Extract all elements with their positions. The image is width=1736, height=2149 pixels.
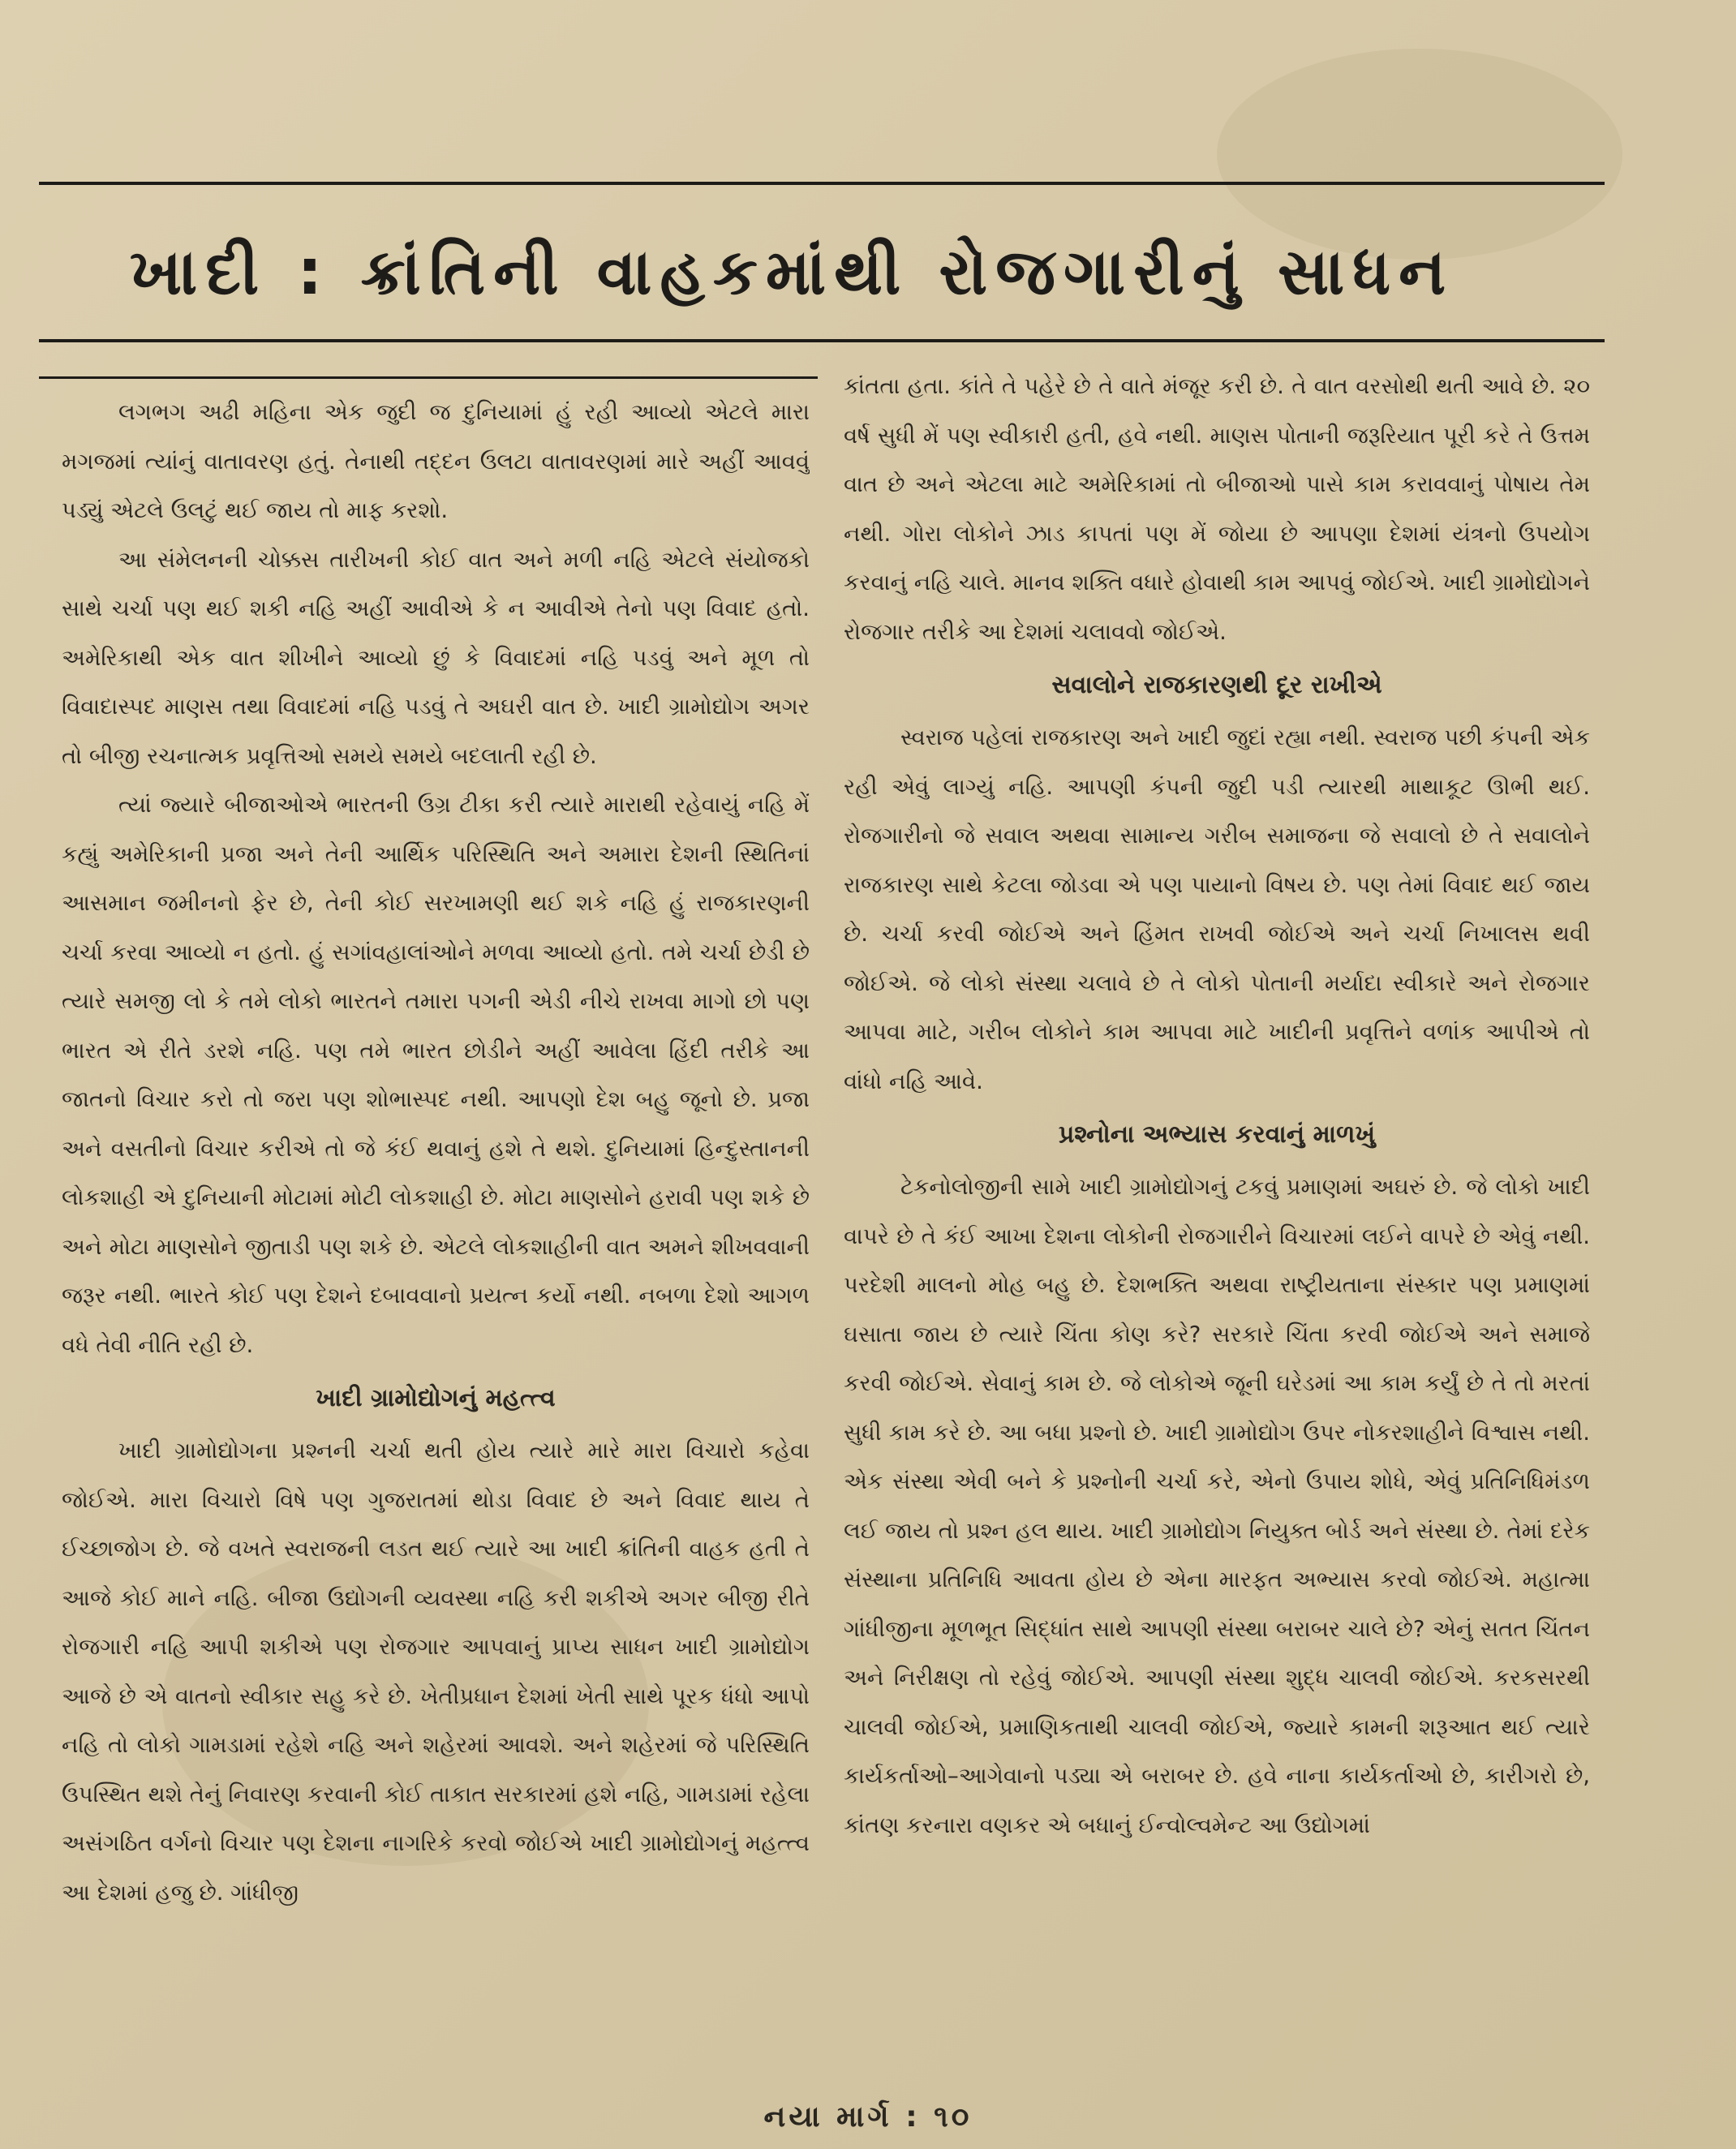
article-title: ખાદી : ક્રાંતિની વાહકમાંથી રોજગારીનું સાધન <box>130 236 1455 309</box>
title-top-rule <box>39 182 1605 185</box>
paragraph: લગભગ અઢી મહિના એક જુદી જ દુનિયામાં હું રહી આવ્યો એટલે મારા મગજમાં ત્યાંનું વાતાવરણ હતું. તેનાથી તદ્દન ઉલટા વાતાવરણમાં મારે અહીં આવવું પડ્યું એટલે ઉલટું થઈ જાય તો માફ કરશો. <box>62 399 810 523</box>
right-column <box>844 362 1590 2025</box>
paragraph: આ સંમેલનની ચોક્કસ તારીખની કોઈ વાત અને મળી નહિ એટલે સંયોજકો સાથે ચર્ચા પણ થઈ શકી નહિ અહીં આવીએ કે ન આવીએ તેનો પણ વિવાદ હતો. અમેરિકાથી એક વાત શીખીને આવ્યો છું કે વિવાદમાં નહિ પડવું અને મૂળ તો વિવાદાસ્પદ માણસ તથા વિવાદમાં નહિ પડવું તે અઘરી વાત છે. ખાદી ગ્રામોદ્યોગ અગર તો બીજી રચનાત્મક પ્રવૃત્તિઓ સમયે સમયે બદલાતી રહી છે. <box>62 546 810 769</box>
section-heading: પ્રશ્નોના અભ્યાસ કરવાનું માળખું <box>1058 1120 1376 1149</box>
title-bottom-rule <box>39 339 1605 342</box>
left-column <box>62 388 810 2018</box>
page-footer: નયા માર્ગ : ૧૦ <box>763 2100 973 2134</box>
section-heading: સવાલોને રાજકારણથી દૂર રાખીએ <box>1051 671 1382 699</box>
paragraph: સ્વરાજ પહેલાં રાજકારણ અને ખાદી જુદાં રહ્યા નથી. સ્વરાજ પછી કંપની એક રહી એવું લાગ્યું નહિ. આપણી કંપની જુદી પડી ત્યારથી માથાકૂટ ઊભી થઈ. રોજગારીનો જે સવાલ અથવા સામાન્ય ગરીબ સમાજના જે સવાલો છે તે સવાલોને રાજકારણ સાથે કેટલા જોડવા એ પણ પાયાનો વિષય છે. પણ તેમાં વિવાદ થઈ જાય છે. ચર્ચા કરવી જોઈએ અને હિંમત રાખવી જોઈએ અને ચર્ચા નિખાલસ થવી જોઈએ. જે લોકો સંસ્થા ચલાવે છે તે લોકો પોતાની મર્યાદા સ્વીકારે અને રોજગાર આપવા માટે, ગરીબ લોકોને કામ આપવા માટે ખાદીની પ્રવૃત્તિને વળાંક આપીએ તો વાંધો નહિ આવે. <box>844 724 1590 1094</box>
section-heading: ખાદી ગ્રામોદ્યોગનું મહત્ત્વ <box>316 1384 556 1412</box>
paragraph: ખાદી ગ્રામોદ્યોગના પ્રશ્નની ચર્ચા થતી હોય ત્યારે મારે મારા વિચારો કહેવા જોઈએ. મારા વિચારો વિષે પણ ગુજરાતમાં થોડા વિવાદ છે અને વિવાદ થાય તે ઈચ્છાજોગ છે. જે વખતે સ્વરાજની લડત થઈ ત્યારે આ ખાદી ક્રાંતિની વાહક હતી તે આજે કોઈ માને નહિ. બીજા ઉદ્યોગની વ્યવસ્થા નહિ કરી શકીએ અગર બીજી રીતે રોજગારી નહિ આપી શકીએ પણ રોજગાર આપવાનું પ્રાપ્ય સાધન ખાદી ગ્રામોદ્યોગ આજે છે એ વાતનો સ્વીકાર સહુ કરે છે. ખેતીપ્રધાન દેશમાં ખેતી સાથે પૂરક ધંધો આપો નહિ તો લોકો ગામડામાં રહેશે નહિ અને શહેરમાં આવશે. અને શહેરમાં જે પરિસ્થિતિ ઉપસ્થિત થશે તેનું નિવારણ કરવાની કોઈ તાકાત સરકારમાં હશે નહિ, ગામડામાં રહેલા અસંગઠિત વર્ગનો વિચાર પણ દેશના નાગરિકે કરવો જોઈએ ખાદી ગ્રામોદ્યોગનું મહત્ત્વ આ દેશમાં હજુ છે. ગાંધીજી <box>62 1438 810 1906</box>
paragraph: ટેકનોલોજીની સામે ખાદી ગ્રામોદ્યોગનું ટકવું પ્રમાણમાં અઘરું છે. જે લોકો ખાદી વાપરે છે તે કંઈ આખા દેશના લોકોની રોજગારીને વિચારમાં લઈને વાપરે છે એવું નથી. પરદેશી માલનો મોહ બહુ છે. દેશભક્તિ અથવા રાષ્ટ્રીયતાના સંસ્કાર પણ પ્રમાણમાં ઘસાતા જાય છે ત્યારે ચિંતા કોણ કરે? સરકારે ચિંતા કરવી જોઈએ અને સમાજે કરવી જોઈએ. સેવાનું કામ છે. જે લોકોએ જૂની ઘરેડમાં આ કામ કર્યું છે તે તો મરતાં સુધી કામ કરે છે. આ બધા પ્રશ્નો છે. ખાદી ગ્રામોદ્યોગ ઉપર નોકરશાહીને વિશ્વાસ નથી. એક સંસ્થા એવી બને કે પ્રશ્નોની ચર્ચા કરે, એનો ઉપાય શોધે, એવું પ્રતિનિધિમંડળ લઈ જાય તો પ્રશ્ન હલ થાય. ખાદી ગ્રામોદ્યોગ નિયુક્ત બોર્ડ અને સંસ્થા છે. તેમાં દરેક સંસ્થાના પ્રતિનિધિ આવતા હોય છે એના મારફત અભ્યાસ કરવો જોઈએ. મહાત્મા ગાંધીજીના મૂળભૂત સિદ્ધાંત સાથે આપણી સંસ્થા બરાબર ચાલે છે? એનું સતત ચિંતન અને નિરીક્ષણ તો રહેવું જોઈએ. આપણી સંસ્થા શુદ્ધ ચાલવી જોઈએ. કરકસરથી ચાલવી જોઈએ, પ્રમાણિકતાથી ચાલવી જોઈએ, જ્યારે કામની શરૂઆત થઈ ત્યારે કાર્યકર્તાઓ–આગેવાનો પડ્યા એ બરાબર છે. હવે નાના કાર્યકર્તાઓ છે, કારીગરો છે, કાંતણ કરનારા વણકર એ બધાનું ઈન્વોલ્વમેન્ટ આ ઉદ્યોગમાં <box>844 1174 1590 1838</box>
paragraph: ત્યાં જ્યારે બીજાઓએ ભારતની ઉગ્ર ટીકા કરી ત્યારે મારાથી રહેવાયું નહિ મેં કહ્યું અમેરિકાની પ્રજા અને તેની આર્થિક પરિસ્થિતિ અને અમારા દેશની સ્થિતિનાં આસમાન જમીનનો ફેર છે, તેની કોઈ સરખામણી થઈ શકે નહિ હું રાજકારણની ચર્ચા કરવા આવ્યો ન હતો. હું સગાંવહાલાંઓને મળવા આવ્યો હતો. તમે ચર્ચા છેડી છે ત્યારે સમજી લો કે તમે લોકો ભારતને તમારા પગની એડી નીચે રાખવા માગો છો પણ ભારત એ રીતે ડરશે નહિ. પણ તમે ભારત છોડીને અહીં આવેલા હિંદી તરીકે આ જાતનો વિચાર કરો તો જરા પણ શોભાસ્પદ નથી. આપણો દેશ બહુ જૂનો છે. પ્રજા અને વસતીનો વિચાર કરીએ તો જે કંઈ થવાનું હશે તે થશે. દુનિયામાં હિન્દુસ્તાનની લોકશાહી એ દુનિયાની મોટામાં મોટી લોકશાહી છે. મોટા માણસોને હરાવી પણ શકે છે અને મોટા માણસોને જીતાડી પણ શકે છે. એટલે લોકશાહીની વાત અમને શીખવવાની જરૂર નથી. ભારતે કોઈ પણ દેશને દબાવવાનો પ્રયત્ન કર્યો નથી. નબળા દેશો આગળ વધે તેવી નીતિ રહી છે. <box>62 792 810 1358</box>
column-top-rule <box>39 376 818 379</box>
paragraph: કાંતતા હતા. કાંતે તે પહેરે છે તે વાતે મંજૂર કરી છે. તે વાત વરસોથી થતી આવે છે. ૨૦ વર્ષ સુધી મેં પણ સ્વીકારી હતી, હવે નથી. માણસ પોતાની જરૂરિયાત પૂરી કરે તે ઉત્તમ વાત છે અને એટલા માટે અમેરિકામાં તો બીજાઓ પાસે કામ કરાવવાનું પોષાય તેમ નથી. ગોરા લોકોને ઝાડ કાપતાં પણ મેં જોયા છે આપણા દેશમાં યંત્રનો ઉપયોગ કરવાનું નહિ ચાલે. માનવ શક્તિ વધારે હોવાથી કામ આપવું જોઈએ. ખાદી ગ્રામોદ્યોગને રોજગાર તરીકે આ દેશમાં ચલાવવો જોઈએ. <box>844 373 1590 645</box>
